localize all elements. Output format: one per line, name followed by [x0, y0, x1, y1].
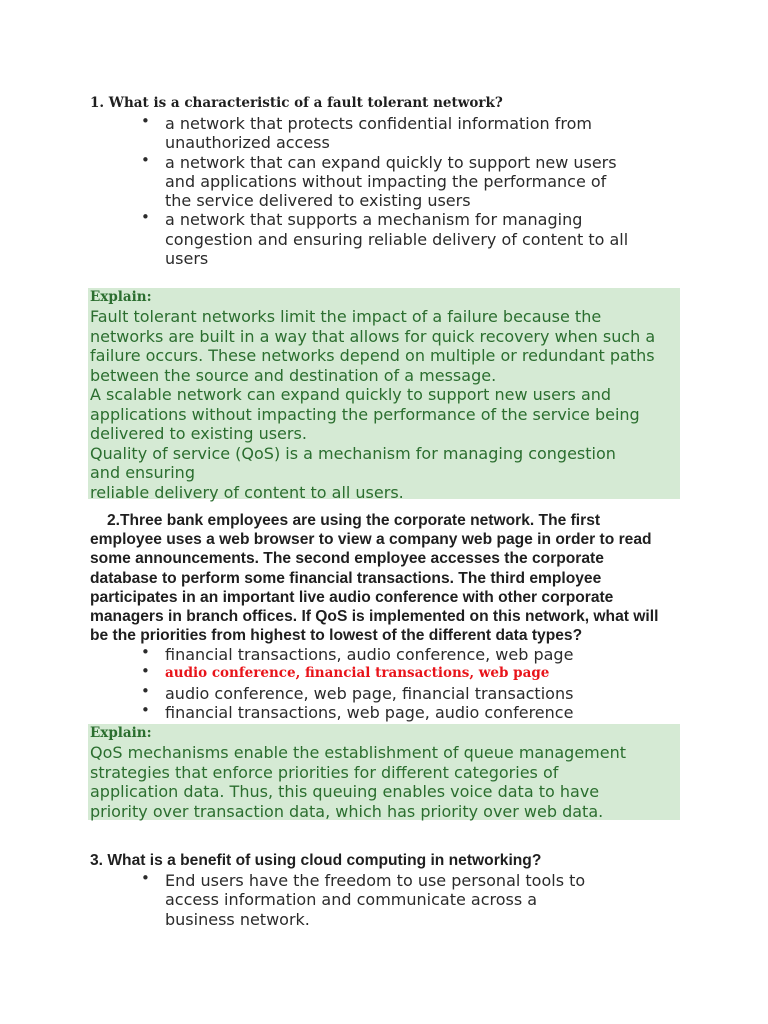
option-text: audio conference, web page, financial transactions — [165, 683, 574, 703]
explain-line: between the source and destination of a message. — [90, 365, 497, 385]
option-text: End users have the freedom to use personal tools to access information and communicate across a business network. — [165, 871, 586, 929]
question-2-options — [0, 645, 700, 722]
explain-line: Quality of service (QoS) is a mechanism for managing congestion — [90, 443, 616, 463]
explain-label: Explain: — [90, 725, 152, 741]
bullet-icon: • — [141, 662, 150, 681]
explain-line: QoS mechanisms enable the establishment of queue management — [90, 743, 626, 762]
bullet-icon: • — [141, 150, 150, 169]
explain-line: applications without impacting the performance of the service being — [90, 404, 640, 424]
option-1b — [0, 150, 700, 211]
option-2d — [0, 700, 700, 722]
bullet-icon: • — [141, 112, 150, 130]
explain-line: application data. Thus, this queuing enables voice data to have — [90, 782, 600, 801]
explanation-1 — [88, 288, 680, 502]
bullet-icon: • — [141, 869, 150, 887]
question-1: 1. What is a characteristic of a fault tolerant network? — [90, 95, 503, 111]
explain-line: and ensuring — [90, 463, 195, 482]
option-2b-correct — [0, 664, 700, 683]
question-3: 3. What is a benefit of using cloud computing in networking? — [90, 852, 542, 869]
option-1c — [0, 210, 700, 268]
explain-line: failure occurs. These networks depend on multiple or redundant paths — [90, 346, 655, 365]
explain-line: delivered to existing users. — [90, 424, 307, 443]
bullet-icon: • — [141, 681, 150, 700]
option-1a — [0, 114, 700, 153]
option-text: financial transactions, audio conference, web page — [165, 645, 574, 664]
question-3-options — [0, 871, 700, 929]
explain-line: reliable delivery of content to all users. — [90, 482, 404, 502]
explain-line: strategies that enforce priorities for different categories of — [90, 762, 559, 782]
explain-line: priority over transaction data, which has priority over web data. — [90, 801, 604, 821]
option-text: a network that supports a mechanism for managing congestion and ensuring reliable delivery of content to all users — [165, 210, 629, 269]
bullet-icon: • — [141, 643, 150, 661]
question-2: 2.Three bank employees are using the corporate network. The first employee uses a web browser to view a company web page in order to read some announcements. The second employee accesses the corporate database to perform some financial transactions. The third employee participates in an important live audio conference with other corporate managers in branch offices. If QoS is implemented on this network, what will be the priorities from highest to lowest of the different data types? — [90, 512, 659, 645]
bullet-icon: • — [141, 208, 150, 227]
option-2a — [0, 645, 700, 664]
explain-line: networks are built in a way that allows for quick recovery when such a — [90, 326, 656, 346]
option-text: a network that can expand quickly to support new users and applications without impacting the performance of the service delivered to existing users — [165, 152, 617, 211]
bullet-icon: • — [141, 700, 150, 719]
question-1-options — [0, 114, 700, 268]
explanation-2 — [88, 724, 680, 820]
option-2c — [0, 681, 700, 703]
option-text: audio conference, financial transactions, web page — [165, 665, 550, 682]
explain-line: Fault tolerant networks limit the impact of a failure because the — [90, 307, 602, 326]
option-3a — [0, 871, 700, 929]
option-text: financial transactions, web page, audio conference — [165, 702, 574, 722]
explain-label: Explain: — [90, 289, 152, 305]
option-text: a network that protects confidential information from unauthorized access — [165, 114, 592, 153]
explain-line: A scalable network can expand quickly to support new users and — [90, 385, 612, 404]
